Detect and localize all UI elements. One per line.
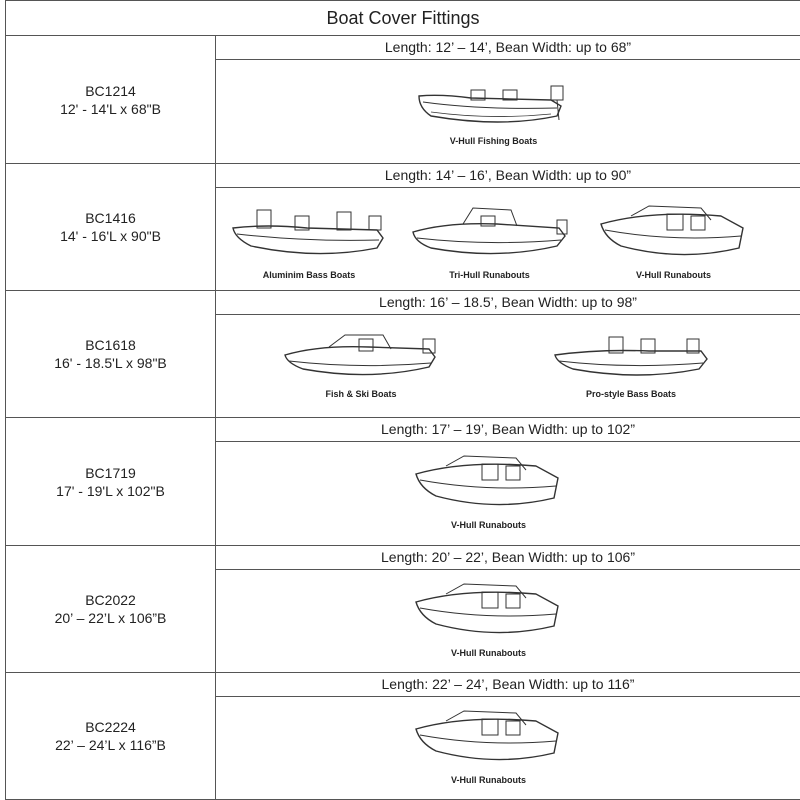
- model-code: BC1719: [85, 464, 136, 481]
- model-cell: [5, 673, 216, 800]
- tri-hull-runabout-icon: [407, 202, 572, 268]
- model-code: BC1416: [85, 210, 136, 226]
- fit-cell: [216, 36, 800, 164]
- fit-spec: Length: 22’ – 24’, Bean Width: up to 116”: [216, 673, 800, 697]
- table-row: [5, 36, 800, 164]
- boat-item: [224, 196, 394, 280]
- boat-illustrations: [216, 570, 800, 672]
- model-code: BC1214: [85, 82, 136, 99]
- boat-type-label: V-Hull Runabouts: [451, 520, 526, 530]
- table-row: [5, 673, 800, 800]
- fit-cell: [216, 164, 800, 291]
- fit-cell: [216, 418, 800, 546]
- v-hull-runabout-icon: [591, 202, 756, 268]
- fit-spec: Length: 12’ – 14’, Bean Width: up to 68”: [216, 36, 800, 60]
- model-code: BC2224: [85, 719, 136, 735]
- boat-type-label: V-Hull Runabouts: [636, 270, 711, 280]
- v-hull-fishing-boat-icon: [411, 76, 576, 134]
- model-size: 12' - 14'L x 68"B: [60, 100, 161, 117]
- v-hull-runabout-icon: [406, 580, 571, 646]
- fit-cell: [216, 291, 800, 418]
- boat-type-label: V-Hull Runabouts: [451, 648, 526, 658]
- boat-item: [276, 327, 446, 399]
- fit-cell: [216, 673, 800, 800]
- table-row: [5, 546, 800, 673]
- boat-type-label: V-Hull Runabouts: [451, 775, 526, 785]
- model-code: BC2022: [85, 592, 136, 608]
- model-cell: [5, 418, 216, 546]
- fit-spec: Length: 16’ – 18.5’, Bean Width: up to 98”: [216, 291, 800, 315]
- boat-illustrations: [216, 697, 800, 799]
- model-cell: [5, 291, 216, 418]
- table-row: [5, 164, 800, 291]
- model-cell: [5, 546, 216, 673]
- model-size: 20’ – 22’L x 106”B: [54, 610, 167, 626]
- boat-type-label: Pro-style Bass Boats: [585, 389, 677, 399]
- fit-spec: Length: 20’ – 22’, Bean Width: up to 106”: [216, 546, 800, 570]
- model-size: 17' - 19'L x 102"B: [56, 482, 165, 499]
- boat-type-label: Aluminim Bass Boats: [262, 270, 356, 280]
- boat-type-label: V-Hull Fishing Boats: [449, 136, 538, 146]
- v-hull-runabout-icon: [406, 707, 571, 773]
- model-size: 22’ – 24’L x 116”B: [55, 737, 166, 753]
- boat-item: [586, 202, 761, 280]
- boat-illustrations: [216, 60, 800, 163]
- boat-item: [402, 202, 577, 280]
- boat-type-label: Fish & Ski Boats: [325, 389, 397, 399]
- table-row: [5, 418, 800, 546]
- model-size: 14' - 16'L x 90"B: [60, 228, 161, 244]
- boat-illustrations: [216, 442, 800, 545]
- pro-style-bass-boat-icon: [549, 327, 714, 387]
- boat-illustrations: [216, 315, 800, 417]
- fish-ski-boat-icon: [279, 327, 444, 387]
- fit-spec: Length: 14’ – 16’, Bean Width: up to 90”: [216, 164, 800, 188]
- fit-cell: [216, 546, 800, 673]
- boat-type-label: Tri-Hull Runabouts: [449, 270, 530, 280]
- model-size: 16' - 18.5'L x 98"B: [54, 355, 167, 371]
- model-cell: [5, 36, 216, 164]
- boat-item: [546, 327, 716, 399]
- table-row: [5, 291, 800, 418]
- boat-illustrations: [216, 188, 800, 290]
- boat-item: [401, 707, 576, 785]
- boat-item: [401, 580, 576, 658]
- fit-spec: Length: 17’ – 19’, Bean Width: up to 102”: [216, 418, 800, 442]
- boat-item: [401, 452, 576, 530]
- model-code: BC1618: [85, 337, 136, 353]
- aluminum-bass-boat-icon: [227, 196, 392, 268]
- v-hull-runabout-icon: [406, 452, 571, 518]
- table-title: Boat Cover Fittings: [5, 0, 800, 36]
- model-cell: [5, 164, 216, 291]
- boat-item: [406, 76, 581, 146]
